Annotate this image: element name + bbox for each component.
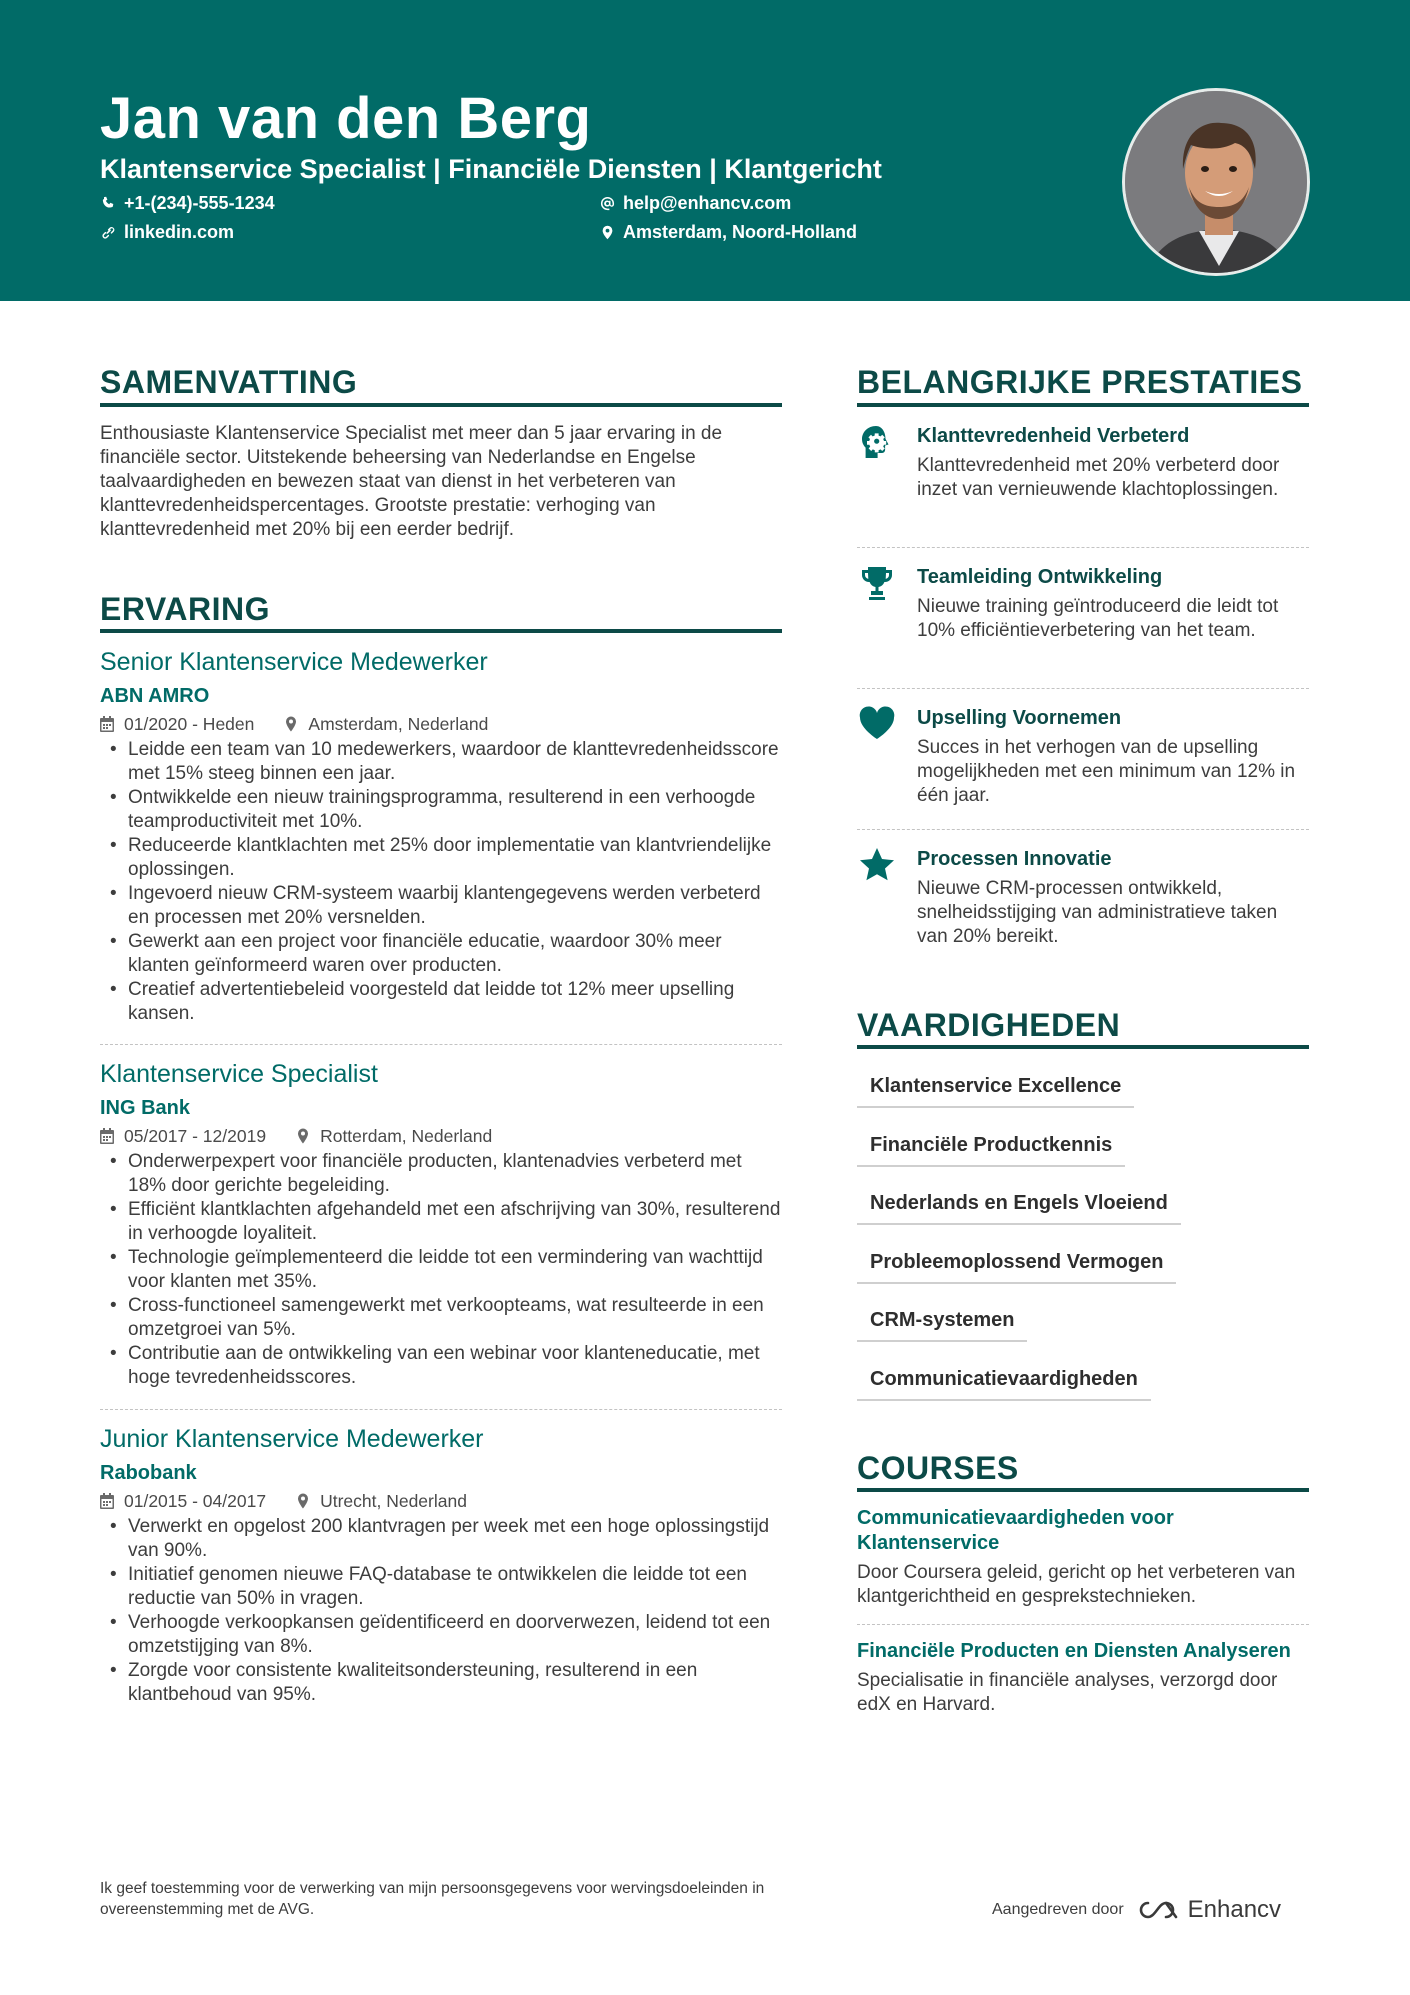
job-title: Klantenservice Specialist [100,1060,378,1088]
course-desc: Door Coursera geleid, gericht op het verbeteren van klantgerichtheid en gesprekstechnieken. [857,1562,1296,1607]
skill-tag: Financiële Productkennis [857,1125,1125,1167]
achievement-desc: Succes in het verhogen van de upselling mogelijkheden met een minimum van 12% in één jaar. [917,737,1296,806]
list-item: • Reduceerde klantklachten met 25% door implementatie van klantvriendelijke oplossingen. [100,834,782,882]
job-location: Rotterdam, Nederland [320,1126,493,1146]
phone-text: +1-(234)-555-1234 [124,193,275,213]
list-item: • Verwerkt en opgelost 200 klantvragen per week met een hoge oplossingstijd van 90%. [100,1515,782,1563]
candidate-subtitle: Klantenservice Specialist | Financiële Diensten | Klantgericht [100,154,882,184]
phone-contact[interactable] [101,191,275,215]
list-item: • Technologie geïmplementeerd die leidde tot een vermindering van wachttijd voor klanten met 35%. [100,1246,782,1294]
location-pin-icon [600,225,615,240]
courses-heading: COURSES [857,1450,1019,1486]
divider [857,1624,1309,1625]
job-entry [100,646,782,1026]
list-item: • Ontwikkelde een nieuw trainingsprogramma, resulterend in een verhoogde teamproductiviteit met 10%. [100,786,782,834]
linkedin-contact[interactable] [101,220,234,244]
courses-rule [857,1488,1309,1492]
job-bullets [100,1515,782,1707]
list-item: • Zorgde voor consistente kwaliteitsondersteuning, resulterend in een klantbehoud van 95%. [100,1659,782,1707]
job-entry [100,1423,782,1707]
skill-tag: Communicatievaardigheden [857,1359,1151,1401]
trophy-icon [857,563,897,603]
achievement-title: Processen Innovatie [917,848,1112,870]
achievement-title: Klanttevredenheid Verbeterd [917,425,1190,447]
achievement-item [857,704,1309,808]
skills-rule [857,1045,1309,1049]
job-company: Rabobank [100,1462,197,1484]
job-dates: 01/2020 - Heden [124,714,255,734]
experience-rule [100,629,782,633]
header-banner [0,0,1410,301]
list-item: • Onderwerpexpert voor financiële producten, klantenadvies verbeterd met 18% door gerichte begeleiding. [100,1150,782,1198]
achievement-item [857,845,1309,949]
list-item: • Gewerkt aan een project voor financiële educatie, waardoor 30% meer klanten geïnformeerd waren over producten. [100,930,782,978]
job-dates: 05/2017 - 12/2019 [124,1126,267,1146]
course-title: Communicatievaardigheden voor Klantenservice [857,1507,1174,1554]
experience-heading: ERVARING [100,591,270,627]
job-location: Utrecht, Nederland [320,1491,467,1511]
achievements-rule [857,403,1309,407]
list-item: • Efficiënt klantklachten afgehandeld met een afschrijving van 30%, resulterend in verhoogde loyaliteit. [100,1198,782,1246]
divider [100,1409,782,1410]
achievement-desc: Klanttevredenheid met 20% verbeterd door inzet van vernieuwende klachtoplossingen. [917,455,1280,500]
skill-tag: Nederlands en Engels Vloeiend [857,1183,1181,1225]
candidate-name: Jan van den Berg [100,86,592,151]
achievement-title: Upselling Voornemen [917,707,1122,729]
enhancv-logo[interactable] [1136,1896,1281,1924]
job-title: Junior Klantenservice Medewerker [100,1425,484,1453]
course-desc: Specialisatie in financiële analyses, verzorgd door edX en Harvard. [857,1670,1278,1715]
job-meta [100,712,782,736]
divider [100,1044,782,1045]
divider [857,547,1309,548]
list-item: • Cross-functioneel samengewerkt met verkoopteams, wat resulteerde in een omzetgroei van 5%. [100,1294,782,1342]
summary-heading: SAMENVATTING [100,364,358,400]
job-dates: 01/2015 - 04/2017 [124,1491,267,1511]
enhancv-wordmark: Enhancv [1187,1896,1282,1923]
job-meta [100,1489,782,1513]
powered-by-label: Aangedreven door [992,1901,1124,1918]
achievement-desc: Nieuwe CRM-processen ontwikkeld, snelheidsstijging van administratieve taken van 20% bereikt. [917,878,1278,947]
link-icon [101,225,116,240]
course-title: Financiële Producten en Diensten Analyseren [857,1640,1291,1662]
location-text: Amsterdam, Noord-Holland [623,222,858,242]
list-item: • Creatief advertentiebeleid voorgesteld dat leidde tot 12% meer upselling kansen. [100,978,782,1026]
list-item: • Verhoogde verkoopkansen geïdentificeerd en doorverwezen, leidend tot een omzetstijging van 8%. [100,1611,782,1659]
achievements-heading: BELANGRIJKE PRESTATIES [857,364,1303,400]
calendar-icon [100,1493,114,1509]
list-item: • Contributie aan de ontwikkeling van een webinar voor klanteneducatie, met hoge tevredenheidsscores. [100,1342,782,1390]
achievement-desc: Nieuwe training geïntroduceerd die leidt tot 10% efficiëntieverbetering van het team. [917,596,1279,641]
skill-tag: Klantenservice Excellence [857,1066,1134,1108]
linkedin-text: linkedin.com [124,222,235,242]
star-icon [857,845,897,885]
skill-tag: Probleemoplossend Vermogen [857,1242,1176,1284]
divider [857,688,1309,689]
job-company: ING Bank [100,1097,191,1119]
list-item: • Leidde een team van 10 medewerkers, waardoor de klanttevredenheidsscore met 15% steeg binnen een jaar. [100,738,782,786]
achievement-item [857,422,1309,502]
job-bullets [100,738,782,1026]
summary-text: Enthousiaste Klantenservice Specialist met meer dan 5 jaar ervaring in de financiële sector. Uitstekende beheersing van Nederlandse en Engelse taalvaardigheden en bewezen staat van dienst in het verbeteren van klanttevredenheidspercentages. Grootste prestatie: verhoging van klanttevredenheid met 20% bij een eerder bedrijf. [100,423,723,540]
calendar-icon [100,716,114,732]
job-meta [100,1124,782,1148]
job-location: Amsterdam, Nederland [308,714,489,734]
head-brain-icon [857,422,897,462]
course-item [857,1506,1312,1609]
skills-heading: VAARDIGHEDEN [857,1007,1121,1043]
gdpr-consent-note: Ik geef toestemming voor de verwerking van mijn persoonsgegevens voor wervingsdoeleinden in overeenstemming met de AVG. [100,1880,765,1918]
job-company: ABN AMRO [100,685,210,707]
heart-icon [857,704,897,744]
job-entry [100,1058,782,1390]
job-bullets [100,1150,782,1390]
course-item [857,1639,1312,1717]
list-item: • Initiatief genomen nieuwe FAQ-database te ontwikkelen die leidde tot een reductie van 50% in vragen. [100,1563,782,1611]
list-item: • Ingevoerd nieuw CRM-systeem waarbij klantengegevens werden verbeterd en processen met 20% versnelden. [100,882,782,930]
calendar-icon [100,1128,114,1144]
summary-rule [100,403,782,407]
email-contact[interactable] [600,191,791,215]
achievement-item [857,563,1309,643]
enhancv-infinity-icon [1136,1898,1182,1922]
job-title: Senior Klantenservice Medewerker [100,648,488,676]
email-text: help@enhancv.com [623,193,792,213]
divider [857,829,1309,830]
location-pin-icon [296,1128,310,1144]
phone-icon [101,196,116,211]
location-pin-icon [284,716,298,732]
location-contact [600,220,857,244]
skill-tag: CRM-systemen [857,1300,1027,1342]
achievement-title: Teamleiding Ontwikkeling [917,566,1163,588]
powered-by [992,1896,1281,1924]
profile-photo [1122,88,1310,276]
avatar-illustration [1125,91,1310,276]
location-pin-icon [296,1493,310,1509]
at-icon [600,196,615,211]
